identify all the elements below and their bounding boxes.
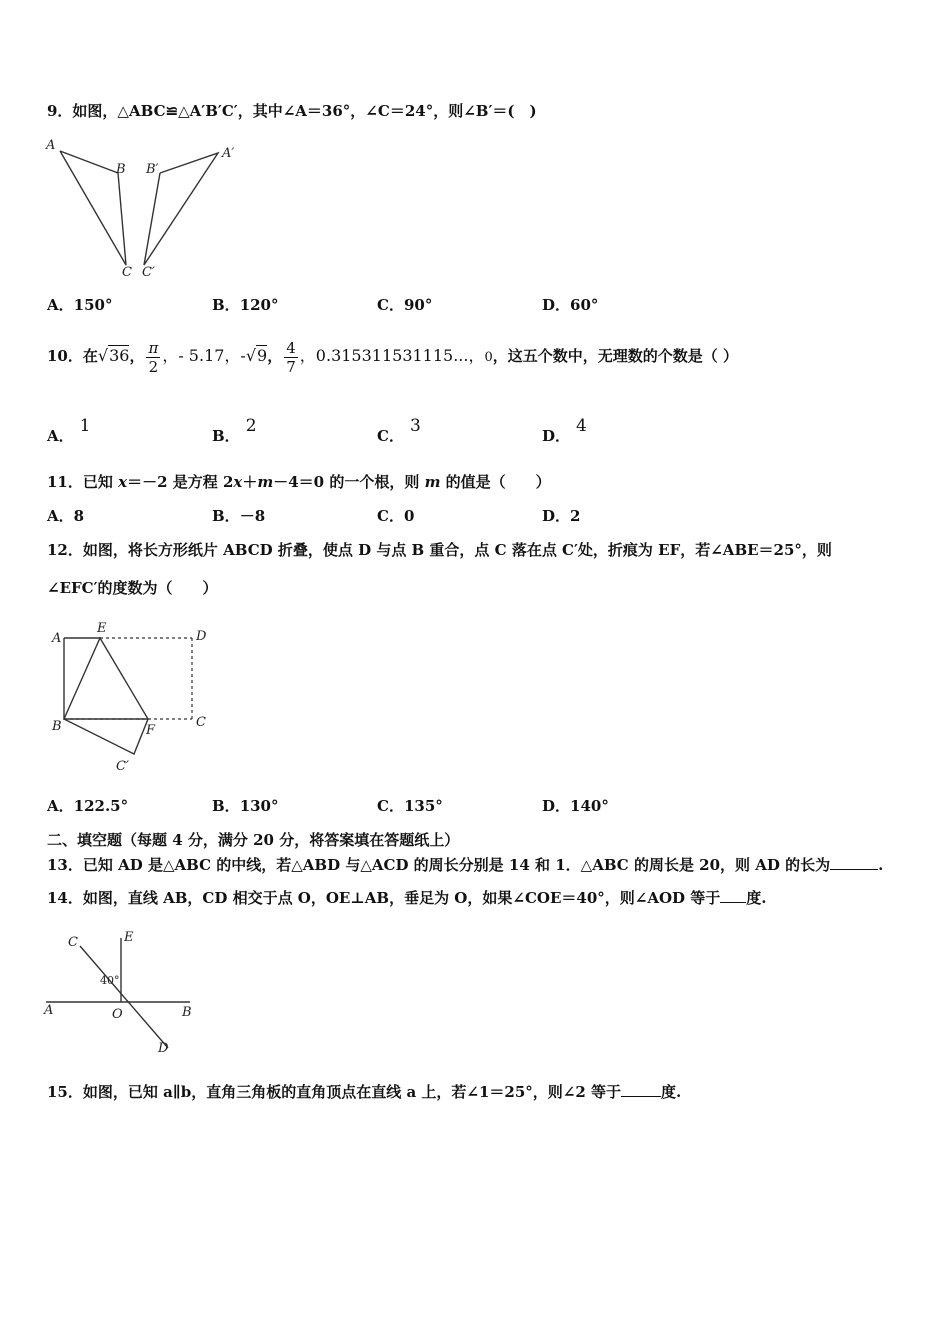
q9-figure — [40, 133, 250, 283]
q15-answer-blank[interactable] — [621, 1082, 661, 1097]
q10-option-b: B． 2 — [212, 416, 257, 445]
q14-label-A: A — [44, 1003, 54, 1018]
q14-label-O: O — [112, 1007, 123, 1022]
q11-option-d: D．2 — [542, 507, 581, 525]
q11-stem: 11．已知 x＝－2 是方程 2x＋m－4＝0 的一个根，则 m 的值是（ ） — [47, 473, 551, 491]
section-heading: 二、填空题（每题 4 分，满分 20 分，将答案填在答题纸上） — [47, 831, 460, 849]
q9-label-C: C — [122, 265, 132, 280]
q9-label-A-prime: A′ — [222, 146, 235, 161]
q14-stem: 14．如图，直线 AB，CD 相交于点 O，OE⊥AB，垂足为 O，如果∠COE＝40°，则∠AOD 等于 度. — [47, 889, 767, 907]
q9-label-C-prime: C′ — [142, 265, 155, 280]
q9-label-B: B — [116, 162, 126, 177]
q14-label-D: D — [158, 1041, 169, 1056]
q12-label-E: E — [97, 621, 107, 636]
q14-label-B: B — [182, 1005, 192, 1020]
q9-option-a: A．150° — [47, 296, 113, 314]
q12-label-C-prime: C′ — [116, 759, 129, 774]
q12-label-A: A — [52, 631, 62, 646]
q11-option-b: B．－8 — [212, 507, 266, 525]
q14-figure — [40, 928, 200, 1058]
q9-option-c: C．90° — [377, 296, 433, 314]
q10-option-a: A． 1 — [47, 416, 91, 445]
q14-label-angle: 40° — [100, 974, 120, 987]
q14-label-E: E — [124, 930, 134, 945]
q12-label-C: C — [196, 715, 206, 730]
q9-option-d: D．60° — [542, 296, 599, 314]
q12-label-F: F — [146, 723, 156, 738]
q13-stem: 13．已知 AD 是△ABC 的中线，若△ABD 与△ACD 的周长分别是 14 和 1．△ABC 的周长是 20，则 AD 的长为 . — [47, 856, 884, 874]
four-sevenths: $\frac{4}{7}$ — [286, 338, 296, 376]
q9-label-A: A — [46, 138, 56, 153]
q11-option-a: A．8 — [47, 507, 85, 525]
q12-option-a: A．122.5° — [47, 797, 129, 815]
q12-figure — [42, 618, 222, 778]
q12-label-D: D — [196, 629, 207, 644]
q12-option-d: D．140° — [542, 797, 609, 815]
q10-stem: 10．在√36， $\frac{\pi}{2}$ ，- 5.17，-√9， $\frac{4}{7}$ ，0.315311531115...，0，这五个数中，无理数的个数是（ ） — [47, 338, 738, 376]
q14-label-C: C — [68, 935, 78, 950]
q9-option-b: B．120° — [212, 296, 279, 314]
q13-answer-blank[interactable] — [830, 855, 878, 870]
q10-option-c: C． 3 — [377, 416, 421, 445]
q14-answer-blank[interactable] — [720, 888, 746, 903]
q12-option-c: C．135° — [377, 797, 443, 815]
q15-stem: 15．如图，已知 a∥b，直角三角板的直角顶点在直线 a 上，若∠1＝25°，则∠2 等于 度. — [47, 1083, 682, 1101]
pi-over-2: $\frac{\pi}{2}$ — [148, 338, 159, 376]
q11-option-c: C．0 — [377, 507, 415, 525]
q12-label-B: B — [52, 719, 62, 734]
q10-option-d: D． 4 — [542, 416, 587, 445]
q12-stem-line2: ∠EFC′的度数为（ ） — [47, 579, 218, 597]
q9-label-B-prime: B′ — [146, 162, 159, 177]
q9-stem: 9．如图，△ABC≌△A′B′C′，其中∠A＝36°，∠C＝24°，则∠B′＝( ) — [47, 102, 537, 120]
q12-stem-line1: 12．如图，将长方形纸片 ABCD 折叠，使点 D 与点 B 重合，点 C 落在点 C′处，折痕为 EF，若∠ABE＝25°，则 — [47, 541, 832, 559]
q12-option-b: B．130° — [212, 797, 279, 815]
